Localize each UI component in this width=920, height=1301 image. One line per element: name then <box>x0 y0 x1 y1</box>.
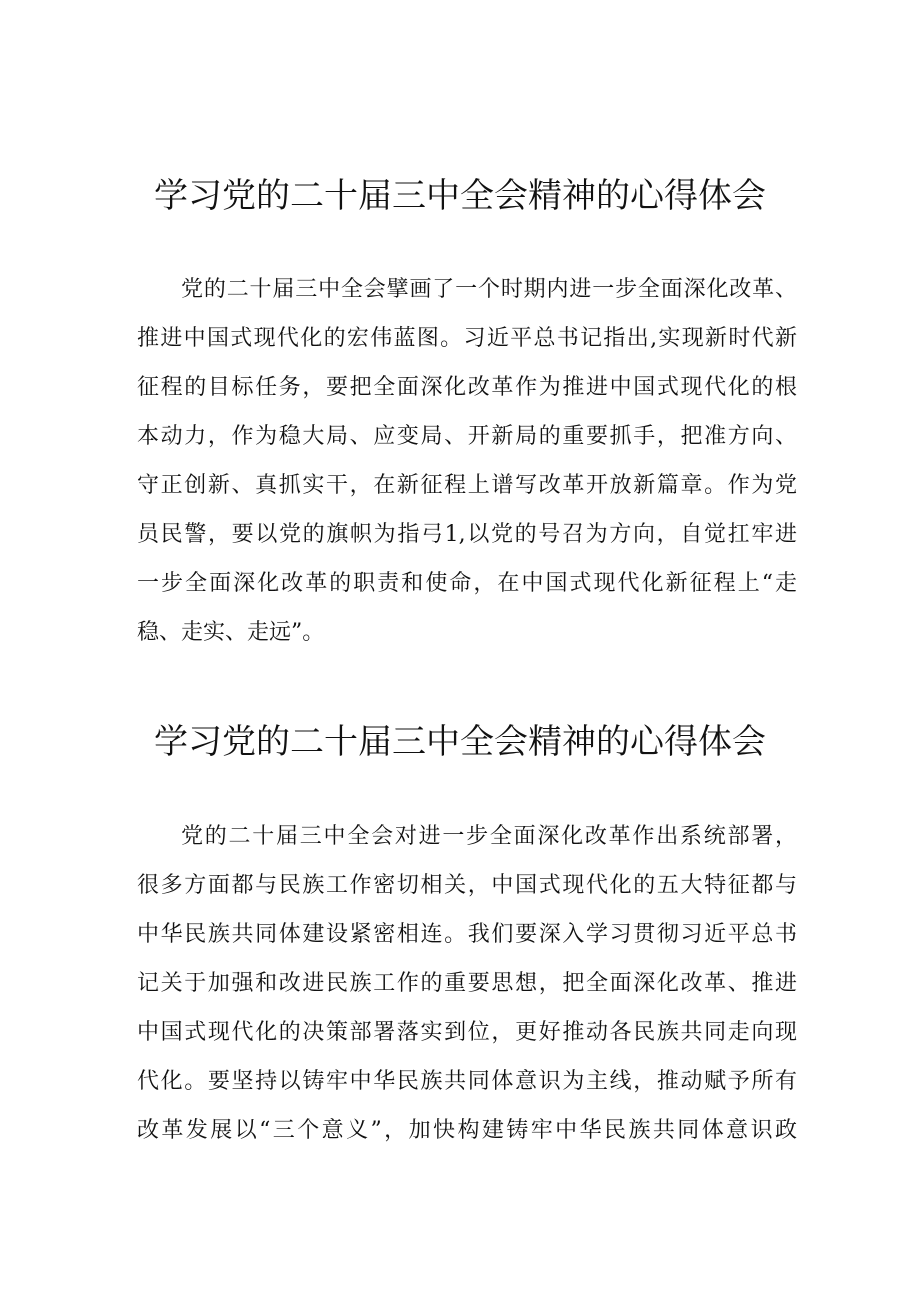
paragraph-line: 代化。要坚持以铸牢中华民族共同体意识为主线，推动赋予所有 <box>137 1069 797 1094</box>
paragraph-line: 记关于加强和改进民族工作的重要思想，把全面深化改革、推进 <box>137 971 797 996</box>
paragraph-line: 守正创新、真抓实干，在新征程上谱写改革开放新篇章。作为党 <box>137 473 797 498</box>
paragraph-line: 中华民族共同体建设紧密相连。我们要深入学习贯彻习近平总书 <box>137 922 797 947</box>
paragraph-line: 改革发展以“三个意义”，加快构建铸牢中华民族共同体意识政 <box>137 1118 797 1143</box>
paragraph-line: 稳、走实、走远”。 <box>137 620 325 645</box>
paragraph-line: 本动力，作为稳大局、应变局、开新局的重要抓手，把准方向、 <box>137 424 797 449</box>
paragraph-line: 推进中国式现代化的宏伟蓝图。习近平总书记指出,实现新时代新 <box>137 326 797 351</box>
paragraph-line: 征程的目标任务，要把全面深化改革作为推进中国式现代化的根 <box>137 375 797 400</box>
paragraph-line: 员民警，要以党的旗帜为指弓1,以党的号召为方向，自觉扛牢进 <box>137 522 797 547</box>
paragraph-line: 党的二十届三中全会对进一步全面深化改革作出系统部署， <box>181 824 797 849</box>
paragraph-line: 中国式现代化的决策部署落实到位，更好推动各民族共同走向现 <box>137 1020 797 1045</box>
paragraph-line: 很多方面都与民族工作密切相关，中国式现代化的五大特征都与 <box>137 873 797 898</box>
section-2-title: 学习党的二十届三中全会精神的心得体会 <box>154 722 766 762</box>
paragraph-line: 一步全面深化改革的职责和使命，在中国式现代化新征程上“走 <box>137 571 797 596</box>
section-2-paragraph <box>137 812 797 1155</box>
paragraph-line: 党的二十届三中全会擘画了一个时期内进一步全面深化改革、 <box>181 277 797 302</box>
section-1-paragraph <box>137 265 797 657</box>
section-1-title: 学习党的二十届三中全会精神的心得体会 <box>154 176 766 216</box>
